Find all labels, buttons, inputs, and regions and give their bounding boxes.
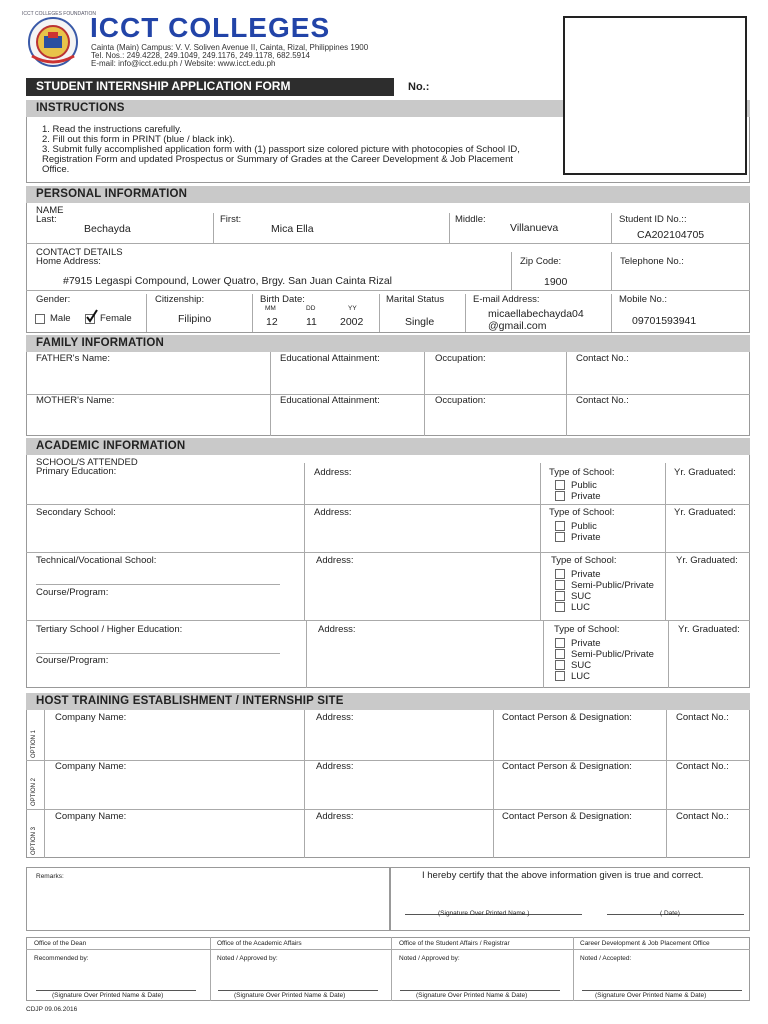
dd-label: DD [306,305,316,312]
date-label: ( Date) [660,910,680,917]
option-3-label: OPTION 3 [31,826,37,855]
tertiary-luc-checkbox[interactable] [555,671,565,681]
email-label: E-mail Address: [473,294,540,305]
tertiary-semi-label: Semi-Public/Private [571,649,654,660]
citizenship-label: Citizenship: [155,294,205,305]
option3-address-label: Address: [316,811,354,822]
father-occupation-label: Occupation: [435,353,486,364]
mobile-label: Mobile No.: [619,294,668,305]
tertiary-suc-label: SUC [571,660,592,671]
tertiary-course-label: Course/Program: [36,655,109,666]
host-box [26,710,750,858]
academic-heading: ACADEMIC INFORMATION [26,438,750,455]
secondary-public-label: Public [571,521,597,532]
gender-label: Gender: [36,294,71,305]
tertiary-type-label: Type of School: [554,624,620,635]
instruction-3-end: Office. [42,164,70,175]
tertiary-label: Tertiary School / Higher Education: [36,624,183,635]
marital-status-value[interactable]: Single [405,316,435,328]
tertiary-private-label: Private [571,638,601,649]
tertiary-yr-label: Yr. Graduated: [678,624,740,635]
student-affairs-label: Office of the Student Affairs / Registrar [399,940,510,947]
option1-address-label: Address: [316,712,354,723]
option1-contact-person-label: Contact Person & Designation: [502,712,632,723]
tertiary-private-checkbox[interactable] [555,638,565,648]
college-seal [22,11,96,68]
instructions-heading: INSTRUCTIONS [26,100,750,117]
birth-day-value[interactable]: 11 [306,316,317,328]
home-address-value[interactable]: #7915 Legaspi Compound, Lower Quatro, Brgy. San Juan Cainta Rizal [63,275,393,287]
tertiary-suc-checkbox[interactable] [555,660,565,670]
primary-private-checkbox[interactable] [555,491,565,501]
primary-yr-label: Yr. Graduated: [674,467,736,478]
academic-office-label: Office of the Academic Affairs [217,940,302,947]
career-office-label: Career Development & Job Placement Office [580,940,710,947]
registrar-signature-label: (Signature Over Printed Name & Date) [416,992,528,999]
mobile-value[interactable]: 09701593941 [632,315,697,327]
option2-contact-person-label: Contact Person & Designation: [502,761,632,772]
email-value-line1[interactable]: micaellabechayda04 [488,308,584,320]
secondary-type-label: Type of School: [549,507,615,518]
male-label: Male [50,313,71,324]
tertiary-luc-label: LUC [571,671,591,682]
marital-status-label: Marital Status [386,294,445,305]
schools-attended-label: SCHOOL/S ATTENDED [36,457,138,468]
option-2-label: OPTION 2 [31,777,37,806]
technical-luc-label: LUC [571,602,591,613]
remarks-box[interactable] [26,867,390,931]
instruction-3-cont: Registration Form and updated Prospectus or Summary of Grades at the Career Development & Job Placement [42,154,514,165]
last-name-value[interactable]: Bechayda [84,223,131,235]
father-contact-label: Contact No.: [576,353,629,364]
primary-public-label: Public [571,480,597,491]
secondary-private-checkbox[interactable] [555,532,565,542]
host-heading: HOST TRAINING ESTABLISHMENT / INTERNSHIP SITE [26,693,750,710]
primary-address-label: Address: [314,467,352,478]
technical-semi-checkbox[interactable] [555,580,565,590]
technical-luc-checkbox[interactable] [555,602,565,612]
student-id-value[interactable]: CA202104705 [637,229,705,241]
email-value-line2[interactable]: @gmail.com [488,320,547,332]
signature-label: (Signature Over Printed Name ) [438,910,530,917]
middle-name-label: Middle: [455,214,486,225]
female-label: Female [100,313,132,324]
option1-company-label: Company Name: [55,712,127,723]
photo-box[interactable] [563,16,747,175]
mm-label: MM [265,305,276,312]
academic-noted-label: Noted / Approved by: [217,955,278,962]
career-signature-label: (Signature Over Printed Name & Date) [595,992,707,999]
mother-contact-label: Contact No.: [576,395,629,406]
certification-statement: I hereby certify that the above information given is true and correct. [422,870,704,881]
primary-private-label: Private [571,491,601,502]
secondary-yr-label: Yr. Graduated: [674,507,736,518]
secondary-private-label: Private [571,532,601,543]
telephone-label: Telephone No.: [620,256,684,267]
tertiary-semi-checkbox[interactable] [555,649,565,659]
registrar-noted-label: Noted / Approved by: [399,955,460,962]
tertiary-address-label: Address: [318,624,356,635]
option2-company-label: Company Name: [55,761,127,772]
technical-yr-label: Yr. Graduated: [676,555,738,566]
male-checkbox[interactable] [35,314,45,324]
secondary-address-label: Address: [314,507,352,518]
mother-name-label: MOTHER's Name: [36,395,115,406]
recommended-by-label: Recommended by: [34,955,89,962]
instruction-2: 2. Fill out this form in PRINT (blue / black ink). [42,134,236,145]
zip-value[interactable]: 1900 [544,276,568,288]
option2-address-label: Address: [316,761,354,772]
primary-label: Primary Education: [36,466,117,477]
mother-occupation-label: Occupation: [435,395,486,406]
form-title: STUDENT INTERNSHIP APPLICATION FORM [36,79,291,93]
dean-signature-label: (Signature Over Printed Name & Date) [52,992,164,999]
first-name-value[interactable]: Mica Ella [271,223,314,235]
family-heading: FAMILY INFORMATION [26,335,750,352]
technical-type-label: Type of School: [551,555,617,566]
primary-type-label: Type of School: [549,467,615,478]
first-name-label: First: [220,214,242,225]
birth-date-label: Birth Date: [260,294,305,305]
birth-month-value[interactable]: 12 [266,316,278,328]
secondary-public-checkbox[interactable] [555,521,565,531]
college-name: ICCT COLLEGES [90,12,331,43]
option1-contact-no-label: Contact No.: [676,712,729,723]
contact-details-label: CONTACT DETAILS [36,247,123,258]
father-education-label: Educational Attainment: [280,353,380,364]
academic-signature-label: (Signature Over Printed Name & Date) [234,992,346,999]
remarks-label: Remarks: [36,873,64,880]
campus-address: Cainta (Main) Campus: V. V. Soliven Avenue II, Cainta, Rizal, Philippines 1900 [91,43,369,52]
technical-suc-checkbox[interactable] [555,591,565,601]
primary-public-checkbox[interactable] [555,480,565,490]
secondary-label: Secondary School: [36,507,116,518]
checkmark-icon [86,309,98,323]
career-noted-label: Noted / Accepted: [580,955,632,962]
zip-label: Zip Code: [520,256,562,267]
option-1-label: OPTION 1 [31,729,37,758]
option3-contact-no-label: Contact No.: [676,811,729,822]
technical-private-label: Private [571,569,601,580]
seal-text: ICCT COLLEGES FOUNDATION [22,11,96,17]
instruction-1: 1. Read the instructions carefully. [42,124,182,135]
technical-semi-label: Semi-Public/Private [571,580,654,591]
dean-office-label: Office of the Dean [34,940,87,947]
mother-education-label: Educational Attainment: [280,395,380,406]
option3-company-label: Company Name: [55,811,127,822]
technical-suc-label: SUC [571,591,592,602]
personal-heading: PERSONAL INFORMATION [26,186,750,203]
instruction-3: 3. Submit fully accomplished application form with (1) passport size colored picture with photocopies of School ID, [42,144,520,155]
option3-contact-person-label: Contact Person & Designation: [502,811,632,822]
middle-name-value[interactable]: Villanueva [510,222,559,234]
contact-email-website: E-mail: info@icct.edu.ph / Website: www.icct.edu.ph [91,59,276,68]
technical-private-checkbox[interactable] [555,569,565,579]
home-address-label: Home Address: [36,256,101,267]
birth-year-value[interactable]: 2002 [340,316,364,328]
form-number-label: No.: [408,81,430,93]
last-name-label: Last: [36,214,57,225]
technical-address-label: Address: [316,555,354,566]
form-code: CDJP 09.06.2016 [26,1006,78,1013]
option2-contact-no-label: Contact No.: [676,761,729,772]
name-label: NAME [36,205,64,216]
student-id-label: Student ID No.:: [619,214,687,225]
technical-label: Technical/Vocational School: [36,555,157,566]
telephone-numbers: Tel. Nos.: 249.4228, 249.1049, 249.1176, 249.1178, 682.5914 [91,51,310,60]
yy-label: YY [348,305,357,312]
citizenship-value[interactable]: Filipino [178,313,212,325]
technical-course-label: Course/Program: [36,587,109,598]
father-name-label: FATHER's Name: [36,353,110,364]
